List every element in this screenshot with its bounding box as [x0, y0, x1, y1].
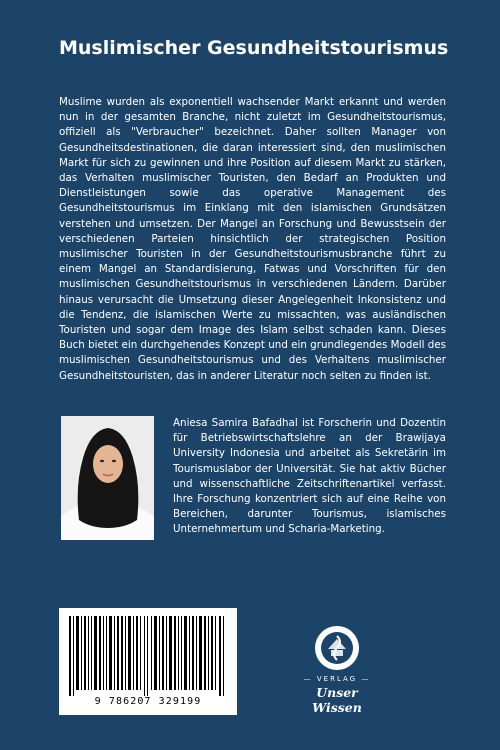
publisher-name: Unser Wissen: [312, 685, 362, 715]
book-title: Muslimischer Gesundheitstourismus: [59, 37, 449, 59]
isbn-digits: 9 786207 329199: [94, 696, 202, 707]
author-photo: [61, 416, 154, 540]
book-blurb: Muslime wurden als exponentiell wachsender Markt erkannt und werden nun in der gesamten Branche, nicht zuletzt im Gesundheitstourismus, offiziell als "Verbraucher" bezeichnet. Daher sollten Manager von Gesundheitsdestinationen, die daran interessiert sind, den muslimischen Markt für sich zu gewinnen und ihre Position auf diesem Markt zu stärken, das Verhalten muslimischer Touristen, den Bedarf an Produkten und Dienstleistungen sowie das operative Management des Gesundheitstourismus im Einklang mit den islamischen Grundsätzen verstehen und umsetzen. Der Mangel an Forschung und Bewusstsein der verschiedenen Parteien hinsichtlich der strategischen Position muslimischer Touristen in der Gesundheitstourismusbranche führt zu einem Mangel an Standardisierung, Fatwas und Vorschriften für den muslimischen Gesundheitstourismus in verschiedenen Ländern. Darüber hinaus verursacht die Umsetzung dieser Angelegenheit Inkonsistenz und die Tendenz, die islamischen Werte zu missachten, was ausländischen Touristen und sogar dem Image des Islam selbst schaden kann. Dieses Buch bietet ein durchgehendes Konzept und ein grundlegendes Modell des muslimischen Gesundheitstourismus und des Verhaltens muslimischer Gesundheitstouristen, das in anderer Literatur noch selten zu finden ist.: [59, 96, 446, 382]
barcode-bars: [59, 608, 237, 696]
publisher-verlag-label: — VERLAG —: [303, 675, 371, 683]
publisher-emblem-icon: [314, 625, 360, 671]
publisher-logo: [292, 625, 382, 715]
author-bio: Aniesa Samira Bafadhal ist Forscherin und Dozentin für Betriebswirtschaftslehre an der Brawijaya University Indonesia und arbeitet als Sekretärin im Tourismuslabor der Universität. Sie hat aktiv Bücher und wissenschaftliche Zeitschriftenartikel verfasst. Ihre Forschung konzentriert sich auf eine Reihe von Bereichen, darunter Tourismus, islamisches Unternehmertum und Scharia-Marketing.: [173, 417, 446, 536]
isbn-barcode: [59, 608, 237, 715]
